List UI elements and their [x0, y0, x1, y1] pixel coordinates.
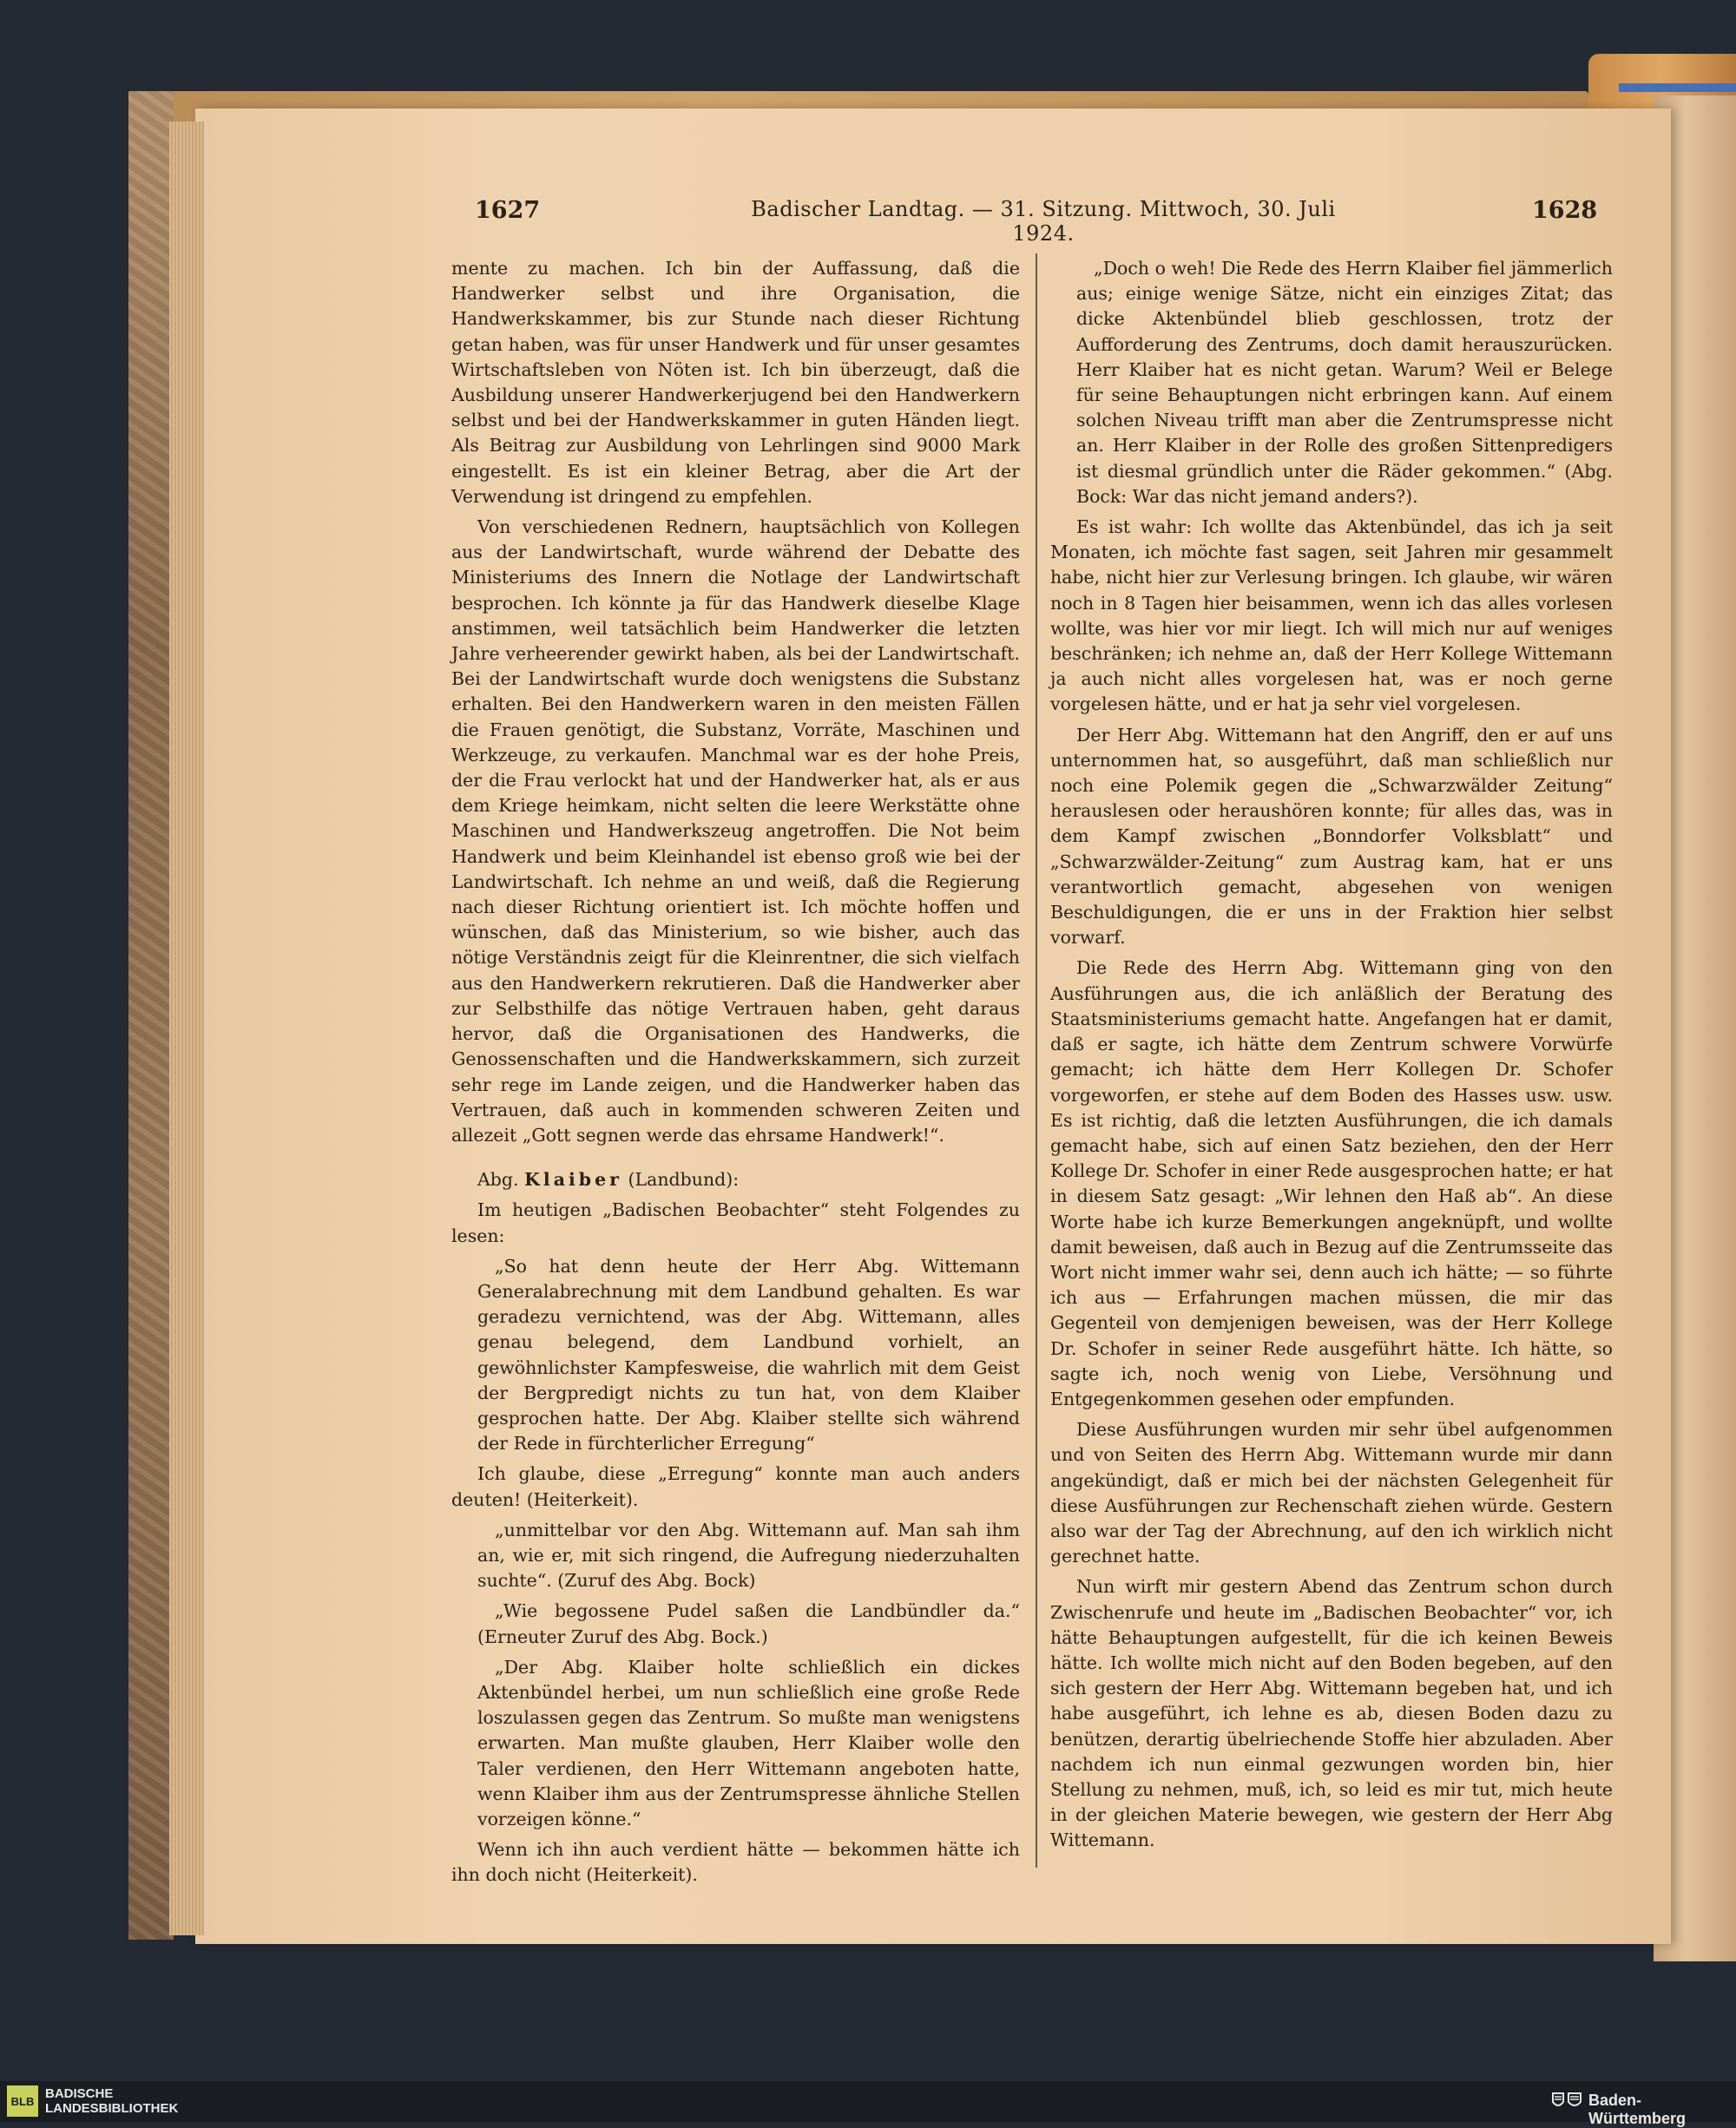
right-column — [1050, 256, 1613, 1859]
blb-logo-icon[interactable]: BLB — [7, 2085, 38, 2117]
viewer-footer-bar — [0, 2081, 1736, 2127]
speaker-name: Klaiber — [524, 1169, 622, 1191]
quotation: „Wie begossene Pudel saßen die Landbündler da.“ (Erneuter Zuruf des Abg. Bock.) — [477, 1600, 1020, 1647]
library-name-line2: LANDESBIBLIOTHEK — [45, 2101, 179, 2116]
left-column — [451, 256, 1020, 1894]
paragraph: Der Herr Abg. Wittemann hat den Angriff, den er auf uns unternommen hat, so ausgeführt, daß man schließlich nur noch eine Polemik gegen die „Schwarzwälder Zeitung“ herauslesen oder heraushören konnte; für alles das, was in dem Kampf zwischen „Bonndorfer Volksblatt“ und „Schwarzwälder-Zeitung“ zum Austrag kam, hat er uns verantwortlich gemacht, abgesehen von wenigen Beschuldigungen, die er uns in der Fraktion hier selbst vorwarf. — [1050, 724, 1613, 949]
paragraph: mente zu machen. Ich bin der Auffassung, daß die Handwerker selbst und ihre Organisation, die Handwerkskammer, bis zur Stunde nach dieser Richtung getan haben, was für unser Handwerk und für unser gesamtes Wirtschaftsleben von Nöten ist. Ich bin überzeugt, daß die Ausbildung unserer Handwerkerjugend bei den Handwerkern selbst und bei der Handwerkskammer in guten Händen liegt. Als Beitrag zur Ausbildung von Lehrlingen sind 9000 Mark eingestellt. Es ist ein kleiner Betrag, aber die Art der Verwendung ist dringend zu empfehlen. — [451, 258, 1020, 507]
quotation: „Doch o weh! Die Rede des Herrn Klaiber fiel jämmerlich aus; einige wenige Sätze, nicht ein einziges Zitat; das dicke Aktenbündel blieb geschlossen, trotz der Aufforderung des Zentrums, doch damit herauszurücken. Herr Klaiber hat es nicht getan. Warum? Weil er Belege für seine Behauptungen nicht erbringen kann. Auf einem solchen Niveau trifft man aber die Zentrumspresse nicht an. Herr Klaiber in der Rolle des großen Sittenpredigers ist diesmal gründlich unter die Räder gekommen.“ (Abg. Bock: War das nicht jemand anders?). — [1076, 258, 1613, 507]
quotation: „unmittelbar vor den Abg. Wittemann auf. Man sah ihm an, wie er, mit sich ringend, die Aufregung niederzuhalten suchte“. (Zuruf des Abg. Bock) — [477, 1519, 1020, 1592]
book-cover-left — [128, 91, 174, 1940]
speaker-party: (Landbund): — [628, 1169, 740, 1191]
paragraph: Wenn ich ihn auch verdient hätte — bekommen hätte ich ihn doch nicht (Heiterkeit). — [451, 1839, 1020, 1886]
marbled-paper — [128, 91, 174, 1940]
paragraph: Nun wirft mir gestern Abend das Zentrum schon durch Zwischenrufe und heute im „Badischen Beobachter“ vor, ich hätte Behauptungen aufgestellt, für die ich keinen Beweis hätte. Ich wollte mich nicht auf den Boden begeben, auf den sich gestern der Herr Abg. Wittemann begeben hat, und ich habe ausgeführt, ich lehne es ab, diesen Boden dazu zu benützen, derartig übelriechende Stoffe hier abzuladen. Aber nachdem ich nun einmal gezwungen worden bin, hier Stellung zu nehmen, muß, ich, so leid es mir tut, mich heute in der gleichen Materie bewegen, wie gestern der Herr Abg Wittemann. — [1050, 1576, 1613, 1851]
paragraph: Es ist wahr: Ich wollte das Aktenbündel, das ich ja seit Monaten, ich möchte fast sagen, seit Jahren mir gesammelt habe, nicht hier zur Verlesung bringen. Ich glaube, wir wären noch in 8 Tagen hier beisammen, wenn ich das alles vorlesen wollte, was hier vor mir liegt. Ich will mich nur auf weniges beschränken; ich nehme an, daß der Herr Kollege Wittemann ja auch nicht alles vorgelesen hat, was er noch gerne vorgelesen hätte, und er hat ja sehr viel vorgelesen. — [1050, 516, 1613, 715]
column-divider — [1036, 253, 1037, 1868]
baden-wuerttemberg-coat-of-arms-icon[interactable] — [1549, 2090, 1584, 2112]
speaker-line — [451, 1167, 1020, 1192]
paragraph: Ich glaube, diese „Erregung“ konnte man auch anders deuten! (Heiterkeit). — [451, 1463, 1020, 1510]
library-name — [45, 2086, 178, 2116]
running-title: Badischer Landtag. — 31. Sitzung. Mittwoch, 30. Juli 1924. — [751, 197, 1336, 246]
page-number-left: 1627 — [475, 197, 541, 224]
page-edges — [169, 122, 204, 1935]
quotation: „So hat denn heute der Herr Abg. Wittemann Generalabrechnung mit dem Landbund gehalten. Es war geradezu vernichtend, was der Abg. Wittemann, alles genau belegend, dem Landbund vorhielt, an gewöhnlichster Kampfesweise, die wahrlich mit dem Geist der Bergpredigt nichts zu tun hat, von dem Klaiber gesprochen hatte. Der Abg. Klaiber stellte sich während der Rede in fürchterlicher Erregung“ — [477, 1255, 1020, 1455]
paragraph: Im heutigen „Badischen Beobachter“ steht Folgendes zu lesen: — [451, 1199, 1020, 1246]
paragraph: Von verschiedenen Rednern, hauptsächlich von Kollegen aus der Landwirtschaft, wurde während der Debatte des Ministeriums des Innern die Notlage der Landwirtschaft besprochen. Ich könnte ja für das Handwerk dieselbe Klage anstimmen, weil tatsächlich beim Handwerker die letzten Jahre verheerender gewirkt haben, als bei der Landwirtschaft. Bei der Landwirtschaft wurde doch wenigstens die Substanz erhalten. Bei den Handwerkern waren in den meisten Fällen die Frauen genötigt, die Substanz, Vorräte, Maschinen und Werkzeuge, zu verkaufen. Manchmal war es der hohe Preis, der die Frau verlockt hat und der Handwerker hat, als er aus dem Kriege heimkam, nicht selten die leere Werkstätte ohne Maschinen und Handwerkszeug angetroffen. Die Not beim Handwerk und beim Kleinhandel ist ebenso groß wie bei der Landwirtschaft. Ich nehme an und weiß, daß die Regierung nach dieser Richtung orientiert ist. Ich möchte hoffen und wünschen, daß das Ministerium, so wie bisher, auch das nötige Verständnis zeigt für die Kleinrentner, die sich vielfach aus den Handwerkern rekrutieren. Daß die Handwerker aber zur Selbsthilfe das nötige Vertrauen haben, geht daraus hervor, daß die Organisationen des Handwerks, die Genossenschaften und die Handwerkskammern, sich zurzeit sehr rege im Lande zeigen, und die Handwerker haben das Vertrauen, daß auch in kommenden schweren Zeiten und allezeit „Gott segnen werde das ehrsame Handwerk!“. — [451, 516, 1020, 1146]
quotation: „Der Abg. Klaiber holte schließlich ein dickes Aktenbündel herbei, um nun schließlich eine große Rede loszulassen gegen das Zentrum. So mußte man wenigstens erwarten. Man mußte glauben, Herr Klaiber wolle den Taler verdienen, den Herr Wittemann angeboten hatte, wenn Klaiber ihm aus der Zentrumspresse ähnliche Stellen vorzeigen könne.“ — [477, 1656, 1020, 1829]
paragraph: Diese Ausführungen wurden mir sehr übel aufgenommen und von Seiten des Herrn Abg. Wittemann wurde mir dann angekündigt, daß er mich bei der nächsten Gelegenheit für diese Ausführungen zur Rechenschaft ziehen würde. Gestern also war der Tag der Abrechnung, auf den ich wirklich nicht gerechnet hatte. — [1050, 1419, 1613, 1567]
page-number-right: 1628 — [1532, 197, 1598, 224]
library-name-line1: BADISCHE — [45, 2086, 114, 2101]
page-header — [0, 197, 1736, 246]
state-name[interactable]: Baden-Württemberg — [1588, 2092, 1686, 2127]
paragraph: Die Rede des Herrn Abg. Wittemann ging von den Ausführungen aus, die ich anläßlich der Beratung des Staatsministeriums gemacht hatte. Angefangen hat er damit, daß er sagte, ich hätte dem Zentrum schwere Vorwürfe gemacht; ich hätte dem Herr Kollegen Dr. Schofer vorgeworfen, er stehe auf dem Boden des Hasses usw. usw. Es ist richtig, daß die letzten Ausführungen, die ich damals gemacht habe, sich auf einen Satz beziehen, den der Herr Kollege Dr. Schofer in einer Rede ausgesprochen hatte; er hat in diesem Satz gesagt: „Wir lehnen den Haß ab“. An diese Worte habe ich kurze Bemerkungen angeknüpft, und wollte damit beweisen, daß auch in Bezug auf die Zentrumsseite das Wort nicht immer wahr sei, denn auch ich hätte; — so führte ich aus — Erfahrungen machen müssen, die mir das Gegenteil von demjenigen beweisen, was der Herr Kollege Dr. Schofer in seiner Rede ausgeführt hätte. Ich hätte, so sagte ich, noch wenig von Liebe, Versöhnung und Entgegenkommen gesehen oder empfunden. — [1050, 957, 1613, 1409]
bookmark-ribbon — [1619, 83, 1736, 92]
speaker-prefix: Abg. — [477, 1169, 519, 1191]
